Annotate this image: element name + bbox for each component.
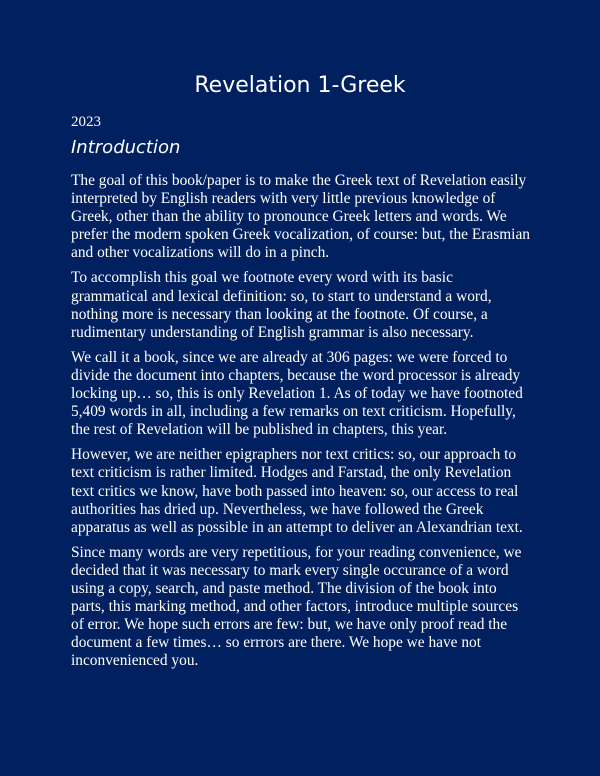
paragraph: To accomplish this goal we footnote every word with its basic grammatical and lexical definition: so, to start to understand a word, nothing more is necessary than looking at the footnote. Of course, a rudimentary understanding of English grammar is also necessary. [71,269,492,341]
paragraph: The goal of this book/paper is to make the Greek text of Revelation easily interpreted by English readers with very little previous knowledge of Greek, other than the ability to pronounce Greek letters and words. We prefer the modern spoken Greek vocalization, of course: but, the Erasmian and other vocalizations will do in a pinch. [71,172,530,262]
page-title: Revelation 1-Greek [194,73,406,98]
section-heading: Introduction [71,137,181,158]
paragraph: We call it a book, since we are already at 306 pages: we were forced to divide the document into chapters, because the word processor is already locking up… so, this is only Revelation 1. As of today we have footnoted 5,409 words in all, including a few remarks on text criticism. Hopefully, the rest of Revelation will be published in chapters, this year. [71,348,523,439]
paragraph: Since many words are very repetitious, for your reading convenience, we decided that it was necessary to mark every single occurance of a word using a copy, search, and paste method. The division of the book into parts, this marking method, and other factors, introduce multiple sources of error. We hope such errors are few: but, we have only proof read the document a few times… so errrors are there. We hope we have not inconvenienced you. [71,543,522,670]
paragraph: However, we are neither epigraphers nor text critics: so, our approach to text criticism is rather limited. Hodges and Farstad, the only Revelation text critics we know, have both passed into heaven: so, our access to real authorities has dried up. Nevertheless, we have followed the Greek apparatus as well as possible in an attempt to deliver an Alexandrian text. [71,446,523,536]
document-year: 2023 [71,114,101,130]
body-text [71,172,531,677]
